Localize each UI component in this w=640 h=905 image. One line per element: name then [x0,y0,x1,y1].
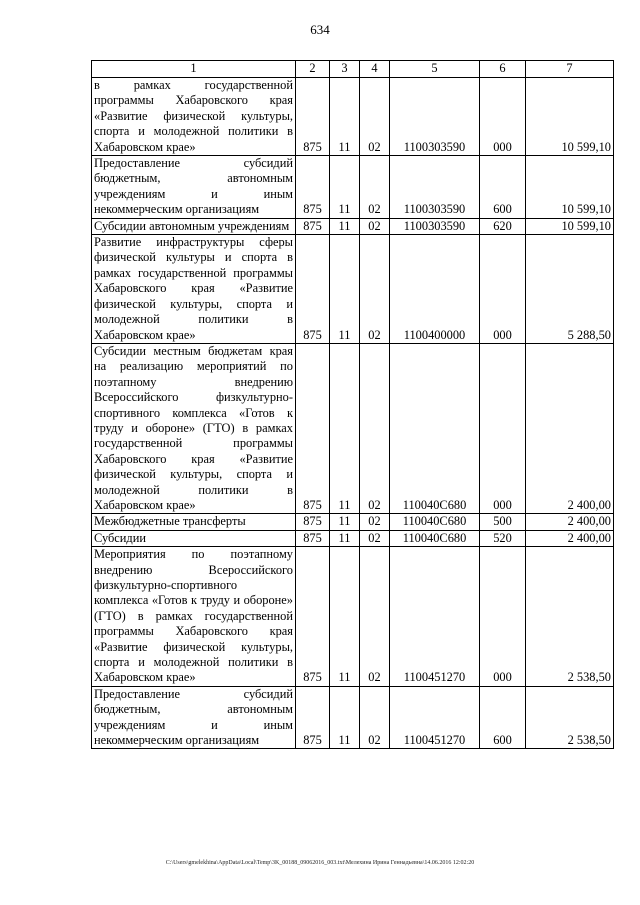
cell-amount: 10 599,10 [526,78,614,156]
cell-target-article: 1100303590 [390,78,480,156]
cell-expense-type: 000 [480,235,526,344]
cell-expense-type: 600 [480,156,526,219]
table-row [92,218,614,234]
cell-ministry-code: 875 [296,547,330,687]
table-row [92,686,614,749]
cell-amount: 2 400,00 [526,514,614,530]
cell-target-article: 1100303590 [390,156,480,219]
cell-section: 11 [330,218,360,234]
cell-ministry-code: 875 [296,218,330,234]
table-row [92,235,614,344]
cell-expense-type: 000 [480,78,526,156]
table-row [92,343,614,513]
col-header-3: 3 [330,61,360,78]
budget-table [91,60,614,749]
cell-ministry-code: 875 [296,235,330,344]
row-description: Предоставление субсидий бюджетным, автономным учреждениям и иным некоммерческим организациям [92,686,296,749]
col-header-7: 7 [526,61,614,78]
cell-target-article: 1100303590 [390,218,480,234]
cell-subsection: 02 [360,78,390,156]
cell-target-article: 1100451270 [390,686,480,749]
cell-ministry-code: 875 [296,156,330,219]
cell-target-article: 1100400000 [390,235,480,344]
file-path-footer: C:\Users\gmelekhina\AppData\Local\Temp\3K_00188_09062016_003.txt\Мелехина Ирина Геннадьевна\14.06.2016 12:02:20 [165,860,475,866]
cell-expense-type: 520 [480,530,526,546]
row-description: в рамках государственной программы Хабаровского края «Развитие физической культуры, спорта и молодежной политики в Хабаровском крае» [92,78,296,156]
cell-amount: 2 538,50 [526,547,614,687]
row-description: Межбюджетные трансферты [92,514,296,530]
cell-ministry-code: 875 [296,686,330,749]
cell-section: 11 [330,547,360,687]
col-header-4: 4 [360,61,390,78]
cell-section: 11 [330,78,360,156]
cell-target-article: 110040С680 [390,514,480,530]
cell-target-article: 110040С680 [390,343,480,513]
cell-subsection: 02 [360,686,390,749]
row-description: Предоставление субсидий бюджетным, автономным учреждениям и иным некоммерческим организациям [92,156,296,219]
col-header-2: 2 [296,61,330,78]
cell-ministry-code: 875 [296,343,330,513]
cell-target-article: 110040С680 [390,530,480,546]
table-row [92,547,614,687]
cell-section: 11 [330,530,360,546]
cell-amount: 10 599,10 [526,156,614,219]
cell-amount: 2 538,50 [526,686,614,749]
cell-amount: 5 288,50 [526,235,614,344]
table-row [92,514,614,530]
cell-section: 11 [330,514,360,530]
cell-subsection: 02 [360,156,390,219]
cell-amount: 2 400,00 [526,343,614,513]
row-description: Развитие инфраструктуры сферы физической культуры и спорта в рамках государственной программы Хабаровского края «Развитие физической культуры, спорта и молодежной политики в Хабаровском крае» [92,235,296,344]
row-description: Субсидии автономным учреждениям [92,218,296,234]
page-number: 634 [310,22,330,37]
cell-ministry-code: 875 [296,514,330,530]
cell-section: 11 [330,686,360,749]
table-header-row [92,61,614,78]
cell-subsection: 02 [360,530,390,546]
cell-expense-type: 500 [480,514,526,530]
cell-amount: 2 400,00 [526,530,614,546]
cell-subsection: 02 [360,547,390,687]
cell-expense-type: 000 [480,547,526,687]
cell-expense-type: 620 [480,218,526,234]
col-header-1: 1 [92,61,296,78]
cell-subsection: 02 [360,235,390,344]
cell-expense-type: 000 [480,343,526,513]
row-description: Мероприятия по поэтапному внедрению Всероссийского физкультурно-спортивного комплекса «Готов к труду и обороне» (ГТО) в рамках государственной программы Хабаровского края «Развитие физической культуры, спорта и молодежной политики в Хабаровском крае» [92,547,296,687]
cell-ministry-code: 875 [296,530,330,546]
cell-subsection: 02 [360,218,390,234]
cell-amount: 10 599,10 [526,218,614,234]
cell-section: 11 [330,156,360,219]
cell-section: 11 [330,343,360,513]
cell-subsection: 02 [360,343,390,513]
table-row [92,156,614,219]
cell-expense-type: 600 [480,686,526,749]
cell-ministry-code: 875 [296,78,330,156]
col-header-6: 6 [480,61,526,78]
row-description: Субсидии [92,530,296,546]
table-row [92,530,614,546]
cell-target-article: 1100451270 [390,547,480,687]
cell-subsection: 02 [360,514,390,530]
cell-section: 11 [330,235,360,344]
col-header-5: 5 [390,61,480,78]
table-row [92,78,614,156]
row-description: Субсидии местным бюджетам края на реализацию мероприятий по поэтапному внедрению Всероссийского физкультурно-спортивного комплекса «Готов к труду и обороне» (ГТО) в рамках государственной программы Хабаровского края «Развитие физической культуры, спорта и молодежной политики в Хабаровском крае» [92,343,296,513]
